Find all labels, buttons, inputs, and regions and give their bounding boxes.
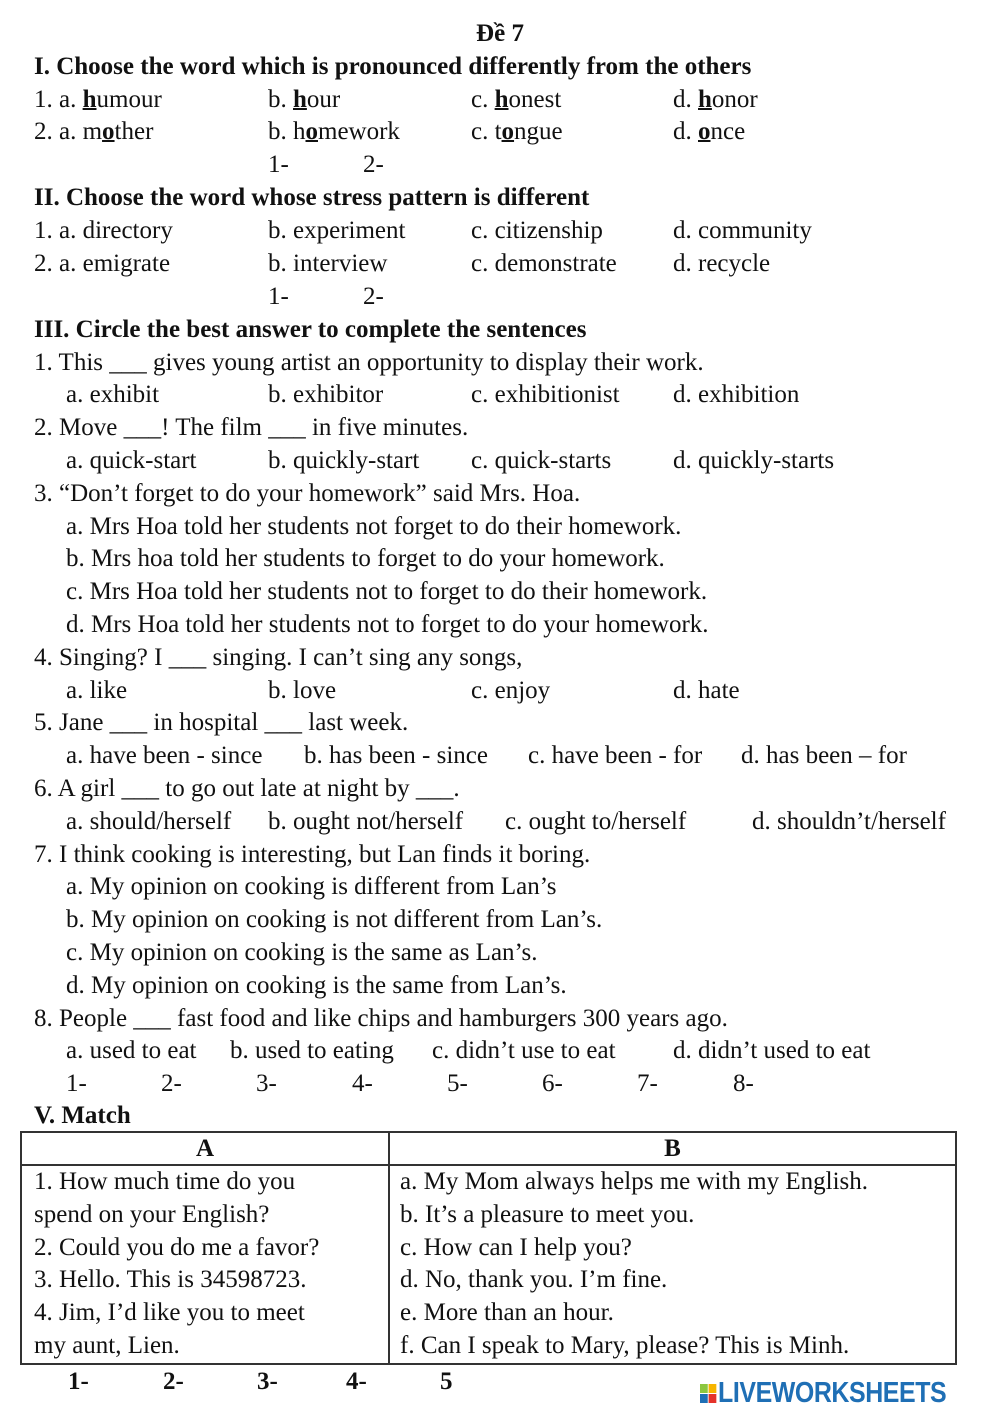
- answer-blank[interactable]: 2-: [163, 1368, 184, 1395]
- option[interactable]: d. quickly-starts: [673, 447, 835, 474]
- question-options: [0, 444, 1000, 477]
- option: b. homework: [268, 118, 400, 145]
- section-2-question-2: [0, 247, 1000, 280]
- match-item-b: a. My Mom always helps me with my English.: [400, 1168, 869, 1195]
- option: 2. a. emigrate: [34, 250, 171, 277]
- question-options: [0, 674, 1000, 707]
- column-b-header: B: [389, 1132, 956, 1165]
- option[interactable]: d. exhibition: [673, 381, 800, 408]
- option[interactable]: b. used to eating: [230, 1037, 394, 1064]
- option: d. once: [673, 118, 746, 145]
- match-item-b: e. More than an hour.: [400, 1299, 614, 1327]
- option[interactable]: c. didn’t use to eat: [432, 1037, 616, 1064]
- option[interactable]: b. ought not/herself: [268, 808, 464, 835]
- section-1-question-1: [0, 83, 1000, 116]
- option[interactable]: a. should/herself: [66, 808, 232, 835]
- match-item-a: 1. How much time do you: [34, 1168, 296, 1195]
- option[interactable]: b. has been - since: [304, 742, 488, 769]
- answer-blank[interactable]: 4-: [352, 1070, 373, 1097]
- answer-blank[interactable]: 2-: [363, 283, 384, 310]
- question-options: [0, 378, 1000, 411]
- option[interactable]: c. ought to/herself: [505, 808, 687, 835]
- option[interactable]: b. love: [268, 677, 337, 704]
- logo-squares-icon: [700, 1384, 716, 1403]
- option[interactable]: d. Mrs Hoa told her students not to forget to do your homework.: [66, 611, 709, 638]
- option: 1. a. directory: [34, 217, 173, 244]
- option: c. demonstrate: [471, 250, 617, 277]
- option[interactable]: b. Mrs hoa told her students to forget to do your homework.: [66, 545, 665, 572]
- option[interactable]: d. shouldn’t/herself: [752, 808, 946, 835]
- answer-blank[interactable]: 5: [440, 1368, 453, 1395]
- logo-text: LIVEWORKSHEETS: [718, 1376, 947, 1409]
- answer-blank[interactable]: 6-: [542, 1070, 563, 1097]
- option: c. tongue: [471, 118, 563, 145]
- column-a-header: A: [21, 1132, 389, 1165]
- option[interactable]: d. hate: [673, 677, 740, 704]
- answer-blank[interactable]: 3-: [257, 1368, 278, 1395]
- option[interactable]: a. exhibit: [66, 381, 160, 408]
- section-2-question-1: [0, 214, 1000, 247]
- option: c. citizenship: [471, 217, 603, 244]
- match-item-b: f. Can I speak to Mary, please? This is Minh.: [400, 1331, 850, 1359]
- option[interactable]: c. enjoy: [471, 677, 551, 704]
- option[interactable]: d. My opinion on cooking is the same from Lan’s.: [66, 972, 567, 999]
- match-item-a: 3. Hello. This is 34598723.: [34, 1266, 307, 1294]
- match-item-a: 4. Jim, I’d like you to meet: [34, 1299, 305, 1327]
- option[interactable]: b. My opinion on cooking is not different from Lan’s.: [66, 906, 603, 933]
- option[interactable]: d. didn’t used to eat: [673, 1037, 871, 1064]
- option: d. honor: [673, 86, 758, 113]
- option[interactable]: a. used to eat: [66, 1037, 197, 1064]
- answer-blank[interactable]: 1-: [268, 151, 289, 178]
- option: 1. a. humour: [34, 86, 162, 113]
- option[interactable]: a. quick-start: [66, 447, 197, 474]
- option[interactable]: b. exhibitor: [268, 381, 384, 408]
- match-table: [20, 1131, 957, 1365]
- answer-blank[interactable]: 5-: [447, 1070, 468, 1097]
- answer-blank[interactable]: 8-: [733, 1070, 754, 1097]
- option[interactable]: d. has been – for: [741, 742, 907, 769]
- section-2-heading: II. Choose the word whose stress pattern is different: [34, 184, 590, 211]
- answer-blank[interactable]: 2-: [363, 151, 384, 178]
- option[interactable]: a. Mrs Hoa told her students not forget to do their homework.: [66, 513, 682, 540]
- answer-blank[interactable]: 3-: [256, 1070, 277, 1097]
- section-3-heading: III. Circle the best answer to complete the sentences: [34, 316, 587, 343]
- option[interactable]: b. quickly-start: [268, 447, 420, 474]
- option: d. recycle: [673, 250, 771, 277]
- answer-blank[interactable]: 2-: [161, 1070, 182, 1097]
- question-options: [0, 739, 1000, 772]
- section-5-heading: V. Match: [34, 1102, 131, 1129]
- option: b. experiment: [268, 217, 406, 244]
- option: b. hour: [268, 86, 341, 113]
- question-text: 2. Move ___! The film ___ in five minutes.: [34, 414, 469, 441]
- option: b. interview: [268, 250, 388, 277]
- option[interactable]: a. My opinion on cooking is different from Lan’s: [66, 873, 557, 900]
- match-item-a: spend on your English?: [34, 1200, 270, 1228]
- question-text: 3. “Don’t forget to do your homework” said Mrs. Hoa.: [34, 480, 581, 507]
- section-1-answers: [0, 148, 1000, 181]
- option[interactable]: c. My opinion on cooking is the same as Lan’s.: [66, 939, 538, 966]
- option[interactable]: c. Mrs Hoa told her students not to forget to do their homework.: [66, 578, 708, 605]
- question-text: 8. People ___ fast food and like chips and hamburgers 300 years ago.: [34, 1005, 728, 1032]
- match-item-b: c. How can I help you?: [400, 1233, 632, 1261]
- section-3-answers: [0, 1067, 1000, 1100]
- match-item-b: d. No, thank you. I’m fine.: [400, 1266, 668, 1294]
- column-b: [389, 1165, 956, 1364]
- answer-blank[interactable]: 7-: [637, 1070, 658, 1097]
- option[interactable]: a. like: [66, 677, 128, 704]
- question-text: 1. This ___ gives young artist an opportunity to display their work.: [34, 349, 704, 376]
- section-1-heading: I. Choose the word which is pronounced differently from the others: [34, 53, 752, 80]
- answer-blank[interactable]: 4-: [346, 1368, 367, 1395]
- option: 2. a. mother: [34, 118, 154, 145]
- option[interactable]: c. exhibitionist: [471, 381, 620, 408]
- section-1-question-2: [0, 115, 1000, 148]
- worksheet-title: Đề 7: [476, 20, 524, 47]
- answer-blank[interactable]: 1-: [66, 1070, 87, 1097]
- question-options: [0, 1034, 1000, 1067]
- answer-blank[interactable]: 1-: [268, 283, 289, 310]
- column-a: [21, 1165, 389, 1364]
- section-2-answers: [0, 280, 1000, 313]
- question-text: 5. Jane ___ in hospital ___ last week.: [34, 709, 409, 736]
- question-text: 4. Singing? I ___ singing. I can’t sing any songs,: [34, 644, 523, 671]
- option: c. honest: [471, 86, 562, 113]
- match-item-b: b. It’s a pleasure to meet you.: [400, 1200, 695, 1228]
- option[interactable]: c. quick-starts: [471, 447, 612, 474]
- option[interactable]: a. have been - since: [66, 742, 263, 769]
- option: d. community: [673, 217, 812, 244]
- match-item-a: 2. Could you do me a favor?: [34, 1233, 320, 1261]
- question-text: 7. I think cooking is interesting, but Lan finds it boring.: [34, 841, 591, 868]
- option[interactable]: c. have been - for: [528, 742, 703, 769]
- liveworksheets-logo: [700, 1378, 946, 1408]
- question-text: 6. A girl ___ to go out late at night by ___.: [34, 775, 460, 802]
- match-item-a: my aunt, Lien.: [34, 1331, 180, 1359]
- question-options: [0, 805, 1000, 838]
- answer-blank[interactable]: 1-: [68, 1368, 89, 1395]
